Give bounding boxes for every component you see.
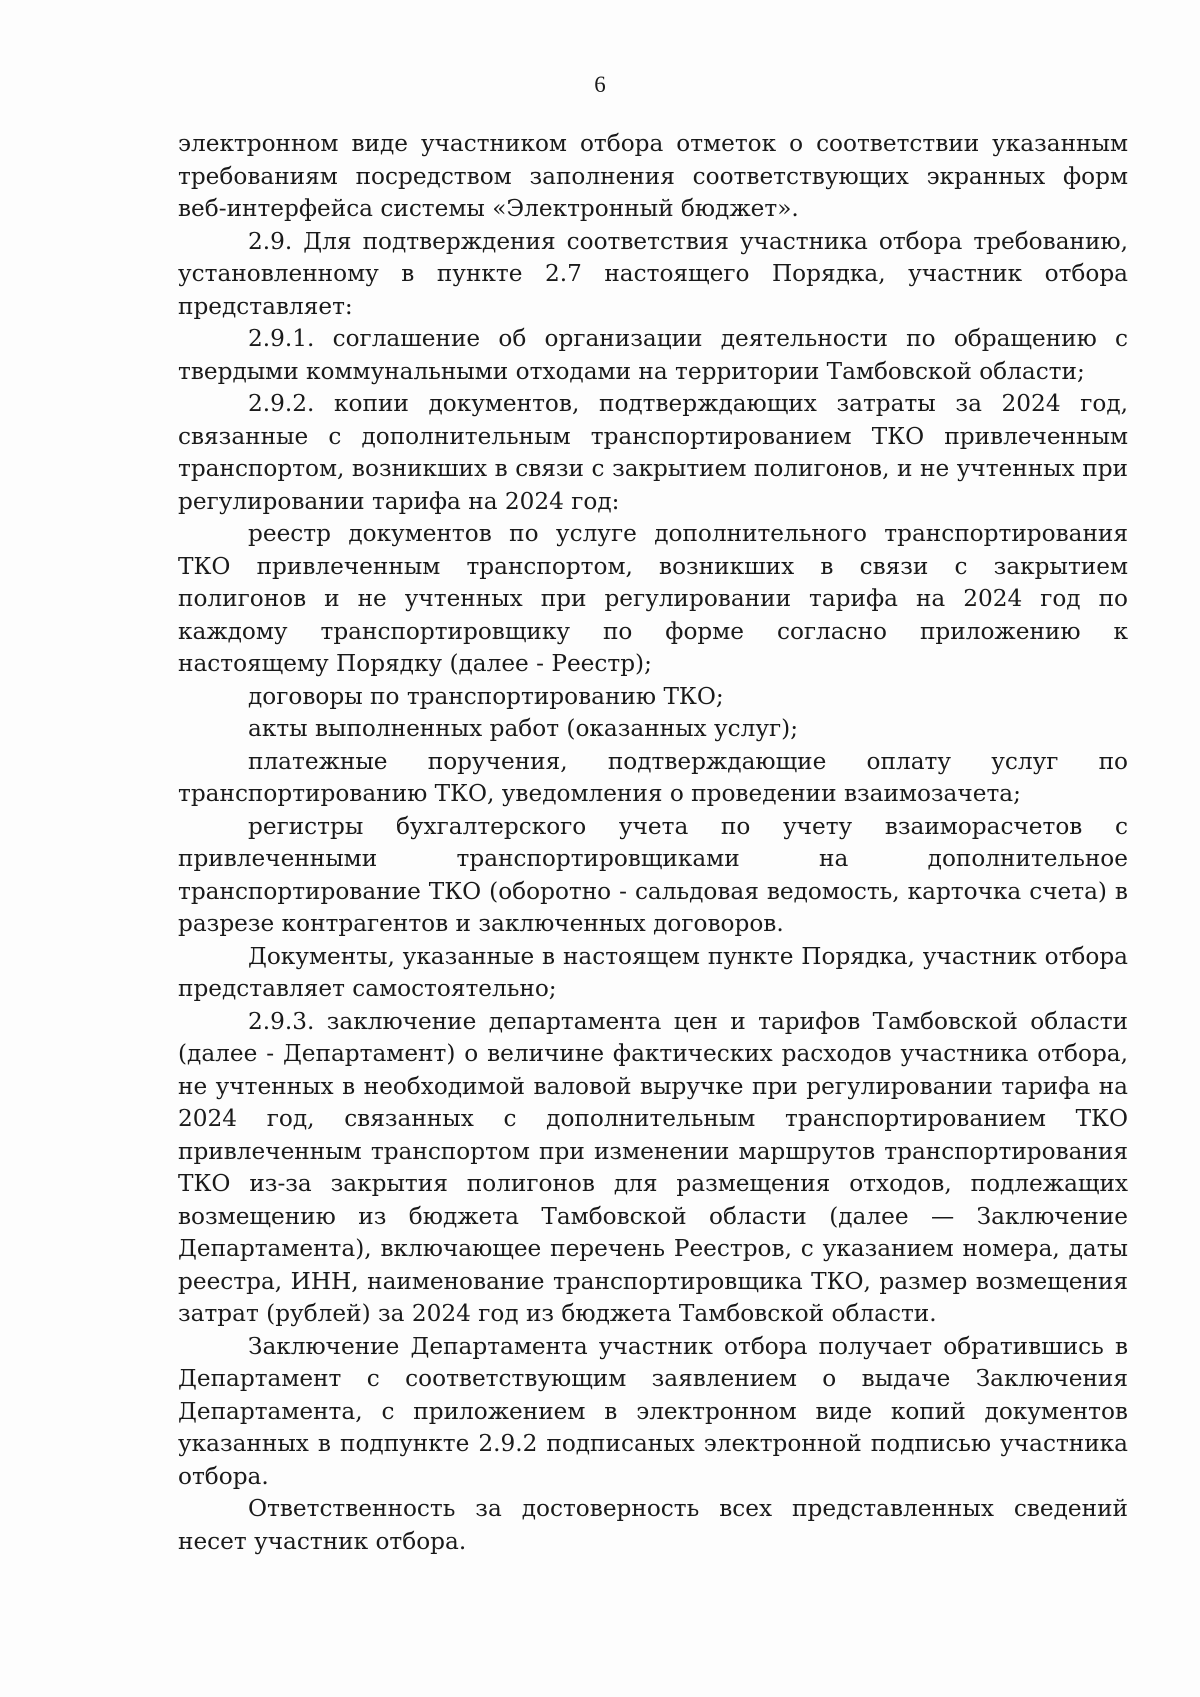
list-item-registry: реестр документов по услуге дополнительного транспортирования ТКО привлеченным транспортом, возникших в связи с закрытием полигонов и не учтенных при регулировании тарифа на 2024 год по каждому транспортировщику по форме согласно приложению к настоящему Порядку (далее - Реестр); [178,520,1128,677]
paragraph-continuation: электронном виде участником отбора отметок о соответствии указанным требованиям посредством заполнения соответствующих экранных форм веб-интерфейса системы «Электронный бюджет». [178,130,1128,222]
list-item-accounting-registers: регистры бухгалтерского учета по учету взаиморасчетов с привлеченными транспортировщиками на дополнительное транспортирование ТКО (оборотно - сальдовая ведомость, карточка счета) в разрезе контрагентов и заключенных договоров. [178,812,1128,937]
paragraph-documents-submitted: Документы, указанные в настоящем пункте Порядка, участник отбора представляет самостоятельно; [178,942,1128,1002]
document-body [178,128,1128,1558]
paragraph-responsibility: Ответственность за достоверность всех представленных сведений несет участник отбора. [178,1495,1128,1555]
page-number: 6 [594,72,606,97]
paragraph-2-9-3: 2.9.3. заключение департамента цен и тарифов Тамбовской области (далее - Департамент) о величине фактических расходов участника отбора, не учтенных в необходимой валовой выручке при регулировании тарифа на 2024 год, связанных с дополнительным транспортированием ТКО привлеченным транспортом при изменении маршрутов транспортирования ТКО из-за закрытия полигонов для размещения отходов, подлежащих возмещению из бюджета Тамбовской области (далее — Заключение Департамента), включающее перечень Реестров, с указанием номера, даты реестра, ИНН, наименование транспортировщика ТКО, размер возмещения затрат (рублей) за 2024 год из бюджета Тамбовской области. [178,1007,1128,1327]
paragraph-2-9-1: 2.9.1. соглашение об организации деятельности по обращению с твердыми коммунальными отходами на территории Тамбовской области; [178,325,1128,385]
list-item-acts: акты выполненных работ (оказанных услуг); [248,715,799,742]
list-item-contracts: договоры по транспортированию ТКО; [248,682,724,710]
paragraph-2-9-2: 2.9.2. копии документов, подтверждающих затраты за 2024 год, связанные с дополнительным транспортированием ТКО привлеченным транспортом, возникших в связи с закрытием полигонов, и не учтенных при регулировании тарифа на 2024 год: [178,390,1128,515]
paragraph-2-9: 2.9. Для подтверждения соответствия участника отбора требованию, установленному в пункте 2.7 настоящего Порядка, участник отбора представляет: [178,227,1128,320]
list-item-payment-orders: платежные поручения, подтверждающие оплату услуг по транспортированию ТКО, уведомления о проведении взаимозачета; [178,747,1128,807]
paragraph-conclusion-request: Заключение Департамента участник отбора получает обратившись в Департамент с соответствующим заявлением о выдаче Заключения Департамента, с приложением в электронном виде копий документов указанных в подпункте 2.9.2 подписаных электронной подписью участника отбора. [178,1332,1128,1490]
